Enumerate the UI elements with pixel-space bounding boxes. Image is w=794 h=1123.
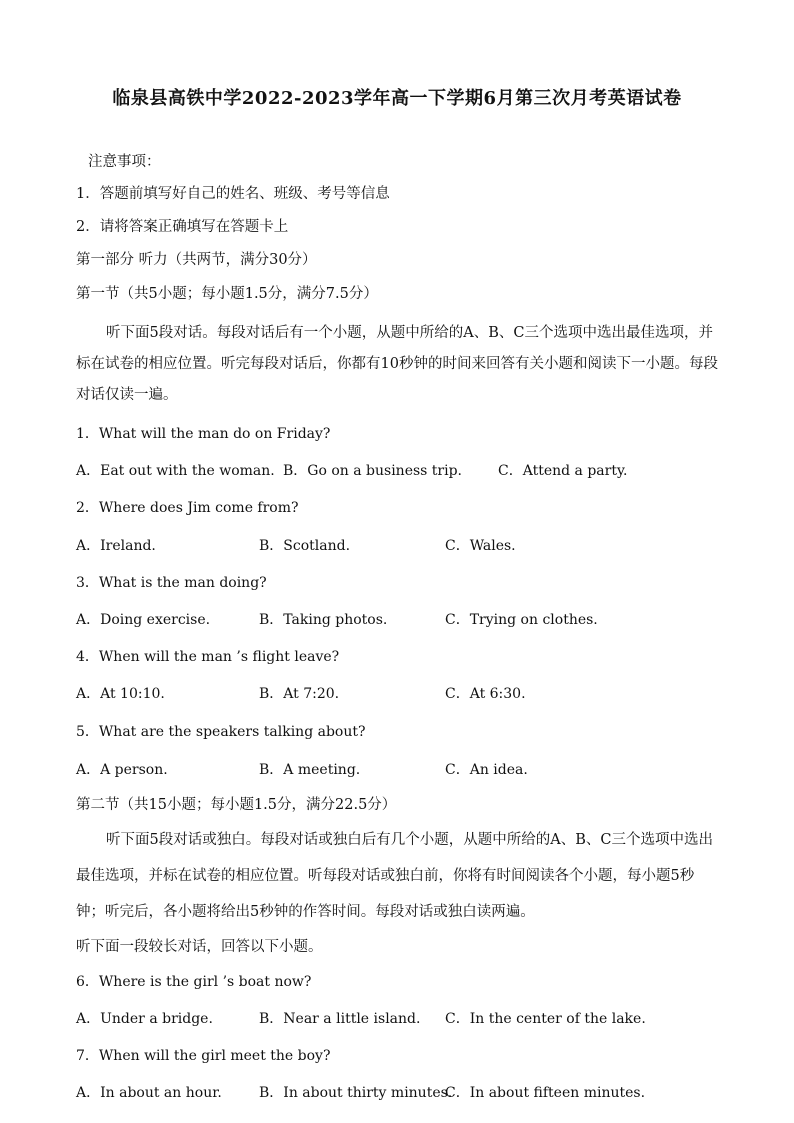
option-a: A．Eat out with the woman. (76, 463, 275, 479)
option-a: A．A person. (76, 762, 168, 778)
section2-heading: 第二节（共15小题；每小题1.5分，满分22.5分） (76, 797, 397, 813)
question-stem: 4．When will the man ’s flight leave? (76, 649, 340, 665)
option-a: A．At 10:10. (76, 686, 165, 702)
option-c: C．Wales. (445, 538, 516, 554)
option-c: C．At 6:30. (445, 686, 526, 702)
question-stem: 6．Where is the girl ’s boat now? (76, 974, 312, 990)
question-stem: 5．What are the speakers talking about? (76, 724, 366, 740)
option-b: B．At 7:20. (259, 686, 340, 702)
option-a: A．Doing exercise. (76, 612, 211, 628)
section1-heading: 第一节（共5小题；每小题1.5分，满分7.5分） (76, 286, 378, 302)
section1-instructions: 听下面5段对话。每段对话后有一个小题，从题中所给的A、B、C三个选项中选出最佳选项，并标在试卷的相应位置。听完每段对话后，你都有10秒钟的时间来回答有关小题和阅读下一小题。每段对话仅读一遍。 (76, 325, 718, 403)
option-a: A．Under a bridge. (76, 1011, 213, 1027)
notice-item: 2．请将答案正确填写在答题卡上 (76, 219, 289, 235)
notice-heading: 注意事项： (88, 154, 161, 170)
option-b: B．Near a little island. (259, 1011, 421, 1027)
option-c: C．Attend a party. (498, 463, 628, 479)
option-c: C．In about fifteen minutes. (445, 1085, 646, 1101)
option-c: C．In the center of the lake. (445, 1011, 646, 1027)
option-b: B．Taking photos. (259, 612, 388, 628)
question-stem: 3．What is the man doing? (76, 575, 267, 591)
option-a: A．In about an hour. (76, 1085, 222, 1101)
question-stem: 7．When will the girl meet the boy? (76, 1048, 331, 1064)
part1-heading: 第一部分 听力（共两节，满分30分） (76, 252, 317, 268)
option-b: B．A meeting. (259, 762, 361, 778)
option-b: B．In about thirty minutes. (259, 1085, 453, 1101)
option-c: C．Trying on clothes. (445, 612, 598, 628)
section2-sub-heading: 听下面一段较长对话，回答以下小题。 (76, 939, 323, 955)
option-b: B．Go on a business trip. (283, 463, 463, 479)
notice-item: 1．答题前填写好自己的姓名、班级、考号等信息 (76, 186, 390, 202)
page-title: 临泉县高铁中学2022-2023学年高一下学期6月第三次月考英语试卷 (112, 88, 682, 109)
option-a: A．Ireland. (76, 538, 156, 554)
question-stem: 1．What will the man do on Friday? (76, 426, 331, 442)
question-stem: 2．Where does Jim come from? (76, 500, 299, 516)
option-c: C．An idea. (445, 762, 528, 778)
option-b: B．Scotland. (259, 538, 351, 554)
section2-instructions: 听下面5段对话或独白。每段对话或独白后有几个小题，从题中所给的A、B、C三个选项中选出最佳选项，并标在试卷的相应位置。听每段对话或独白前，你将有时间阅读各个小题，每小题5秒钟；听完后，各小题将给出5秒钟的作答时间。每段对话或独白读两遍。 (76, 832, 713, 920)
